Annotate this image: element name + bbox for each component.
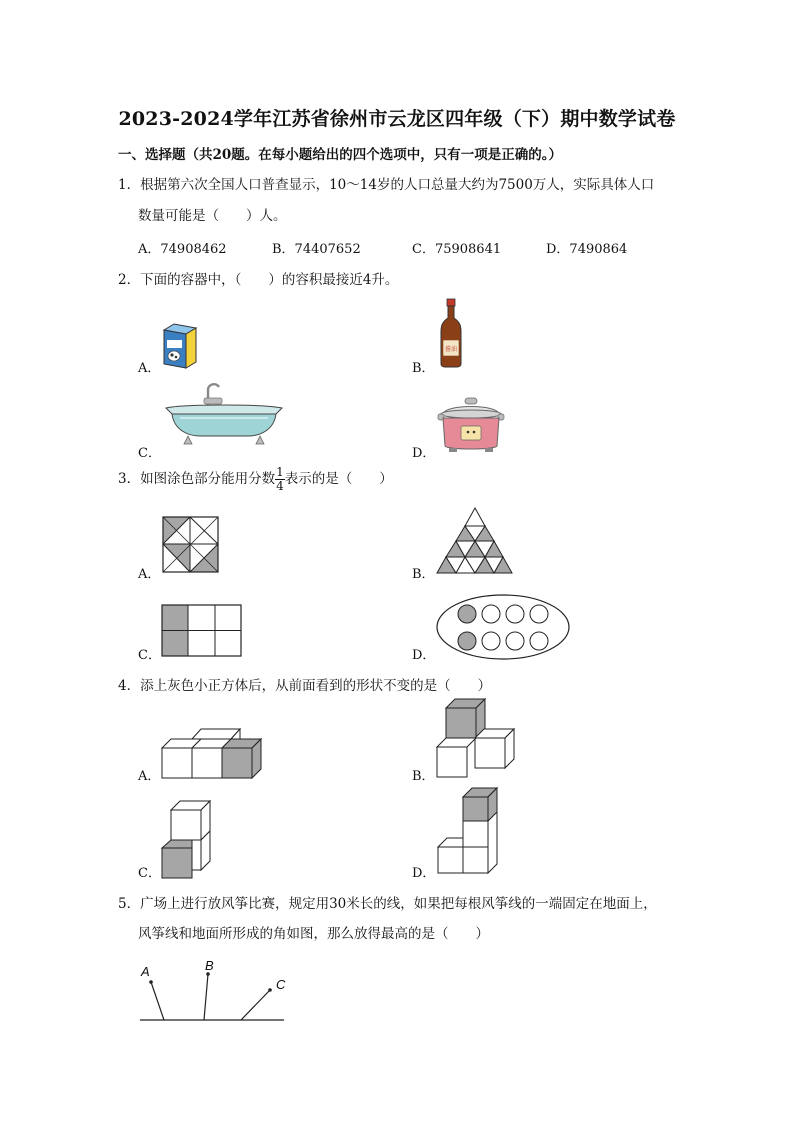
q3-option-d[interactable]: D． xyxy=(412,648,436,663)
q3-figure-d xyxy=(436,594,570,660)
q2-text: 2．下面的容器中，（ ）的容积最接近4升。 xyxy=(118,272,399,288)
q1-line1: 1．根据第六次全国人口普查显示，10～14岁的人口总量大约为7500万人，实际具体人口 xyxy=(118,177,655,193)
q5-label-b: B xyxy=(205,958,214,973)
page-title: 2023-2024学年江苏省徐州市云龙区四年级（下）期中数学试卷 xyxy=(118,108,676,130)
q4-figure-a xyxy=(161,726,265,780)
soy-sauce-bottle-icon xyxy=(436,298,466,368)
q5-label-a: A xyxy=(141,964,150,979)
q1-option-b[interactable]: B．74407652 xyxy=(272,242,361,257)
q3-text-after: 表示的是（ ） xyxy=(284,471,393,487)
q2-option-a[interactable]: A． xyxy=(138,361,161,376)
q2-option-c[interactable]: C． xyxy=(138,446,161,461)
q4-figure-d xyxy=(437,787,501,879)
q2-option-d[interactable]: D． xyxy=(412,446,436,461)
q5-line1: 5．广场上进行放风筝比赛，规定用30米长的线，如果把每根风筝线的一端固定在地面上， xyxy=(118,896,657,912)
rice-cooker-icon xyxy=(437,396,505,454)
q3-figure-b xyxy=(437,507,513,575)
q1-option-a[interactable]: A．74908462 xyxy=(138,242,227,257)
q3-option-c[interactable]: C． xyxy=(138,648,161,663)
q3-option-a[interactable]: A． xyxy=(138,567,161,582)
q3-fraction-numerator: 1 xyxy=(276,465,284,479)
q5-line2: 风筝线和地面所形成的角如图，那么放得最高的是（ ） xyxy=(138,926,489,942)
q4-figure-b xyxy=(436,698,518,780)
q3-fraction-denominator: 4 xyxy=(276,479,284,493)
section-heading: 一、选择题（共20题。在每小题给出的四个选项中，只有一项是正确的。） xyxy=(118,147,563,163)
q3-text xyxy=(118,466,393,493)
q3-text-before: 3．如图涂色部分能用分数 xyxy=(118,471,276,487)
q3-fraction xyxy=(275,466,285,493)
q3-figure-a xyxy=(162,516,220,574)
q1-option-d[interactable]: D．7490864 xyxy=(546,242,628,257)
q4-option-b[interactable]: B． xyxy=(412,769,435,784)
q3-figure-c xyxy=(161,604,243,658)
q5-label-c: C xyxy=(276,977,286,992)
q2-option-b[interactable]: B． xyxy=(412,361,435,376)
q1-option-c[interactable]: C．75908641 xyxy=(412,242,502,257)
q4-option-a[interactable]: A． xyxy=(138,769,161,784)
q4-text: 4．添上灰色小正方体后，从前面看到的形状不变的是（ ） xyxy=(118,678,492,694)
milk-carton-icon xyxy=(160,322,200,370)
svg-text:酱油: 酱油 xyxy=(444,346,458,353)
q1-line2: 数量可能是（ ）人。 xyxy=(138,208,287,224)
q4-option-d[interactable]: D． xyxy=(412,866,436,881)
q3-option-b[interactable]: B． xyxy=(412,567,435,582)
q4-option-c[interactable]: C． xyxy=(138,866,161,881)
q4-figure-c xyxy=(161,800,221,880)
bathtub-icon xyxy=(164,378,284,450)
